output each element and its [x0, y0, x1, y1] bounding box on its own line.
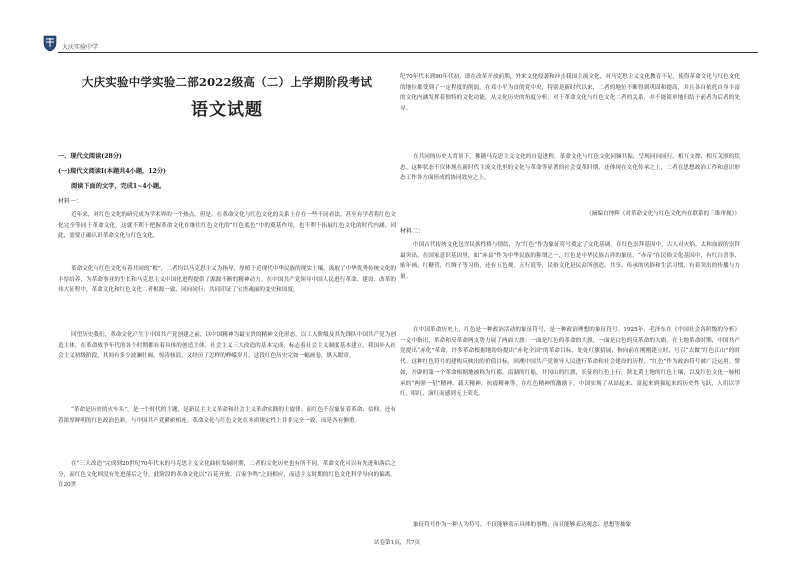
left-paragraph-2: 革命文化与红色文化有着共同的“根”，二者均以马克思主义为指导，厚植于近现代中华民族的现实土壤，汲取了中华优秀传统文化的丰厚给养，为革命事业的生长和马克思主义中国化进程提供了源源不断的精神动力。在中国共产党领导中国人民进行革命、建设、改革的伟大征程中，革命文化和红色文化二者根源一致、同向同行，共同印证了宝贵魂丽的变史和国度。: [58, 266, 396, 294]
left-paragraph-4: “革命是历史的火车头”，是一个时代的主题，是新民主主义革命和社会主义革命实践的主旋律；而红色不仅象征着革命、信仰，还有着浓厚鲜明的红色政治色彩，与中国共产党紧密相连。革命文化与红色文化在本质规定性上并非完全一致，而是各有侧重。: [58, 407, 396, 424]
page-footer: 试卷第1页，共7页: [373, 540, 421, 546]
material-1-label: 材料一：: [58, 198, 83, 205]
citation: （摘编自钟辉《对革命文化与红色文化内在联系的三维审视》）: [586, 211, 740, 217]
left-paragraph-3: 回望历史我们，革命文化产生于中国共产党创建之前，以中国精神为最宝贵的精神文化形态，以工人阶级及其先锋队中国共产党为创造主体，在革命战争年代的各个时期都有着具体的创造主体。社会主义三大改造的基本完成，标志着社会主义制度基本建立，我国步入社会主义初级阶段。其间有多少波澜壮阔、惊涛骇浪，又经历了怎样的峥嵘岁月，这段红色历史完如一幅画卷，纵入眼帘。: [58, 332, 396, 360]
left-paragraph-1: 近年来，对红色文化的研究成为学术界的一个热点。但是，在革命文化与红色文化的关系上存在一些不同看法，甚至有学者将红色文化完全等同于革命文化，这就不利于把握革命文化在继往红色文化的“红色底色”中的奠基作用，也不利于拓展红色文化的时代内涵。因此，需要正确认识革命文化与红色文化。: [58, 212, 396, 240]
right-paragraph-1: 纪70年代末到90年代初，即在改革开放前期，外来文化侵袭和冲击我国主流文化，对马克思主义文化教育不足，使得革命文化与红色文化的地位都受到了一定程度的削弱。在邓小平为首的党中央，特别是新时代以来，二者的地位不断得到巩固和提高，并且各自依托自身丰富的文化内涵发挥着独特的文化功能，从文化历史的角度分析，对于革命文化与红色文化二者的关系，并不能简单地归结于前者为后者的先导。: [400, 74, 740, 113]
right-paragraph-3: 中国古代传统文化包含民族性格与情结，为“红色”作为象征符号奠定了文化基调。在红色崇拜基因中，古人对火焰、太和血液的崇拜最突出。在国家意识基因里，如“赤县”作为中华民族的称谓之一，红色是中华民族吉祥的象征，“赤帝”在民俗文化基因中，有红白喜事、贴年画、红糖营、红绸子等习俗，还有五色观、五行说等，民俗文化是民众所创造、共享、传承的风俗和生活习惯，有着突出的传播与力量。: [400, 242, 740, 281]
instruction: 阅读下面的文字，完成1~4小题。: [71, 183, 166, 190]
right-paragraph-5: 象征符号作为一种人为符号，不仅能够表示具体的事物，而且能够表达观念、思想等抽象: [413, 522, 632, 528]
left-paragraph-5: 在“三大改造”完成到20世纪70年代末的马克思主义文化曲折发展时期，二者的文化历史也有所不同。革命文化可以有先进和落后之分，而红色文化则没有先进落后之分，此阶段的革命文化以“百花齐放、百家争鸣”之间相应，而适主义时期的红色文化科学导向的偏离。在20世: [58, 461, 396, 489]
material-2-label: 材料二：: [400, 228, 425, 235]
exam-subject: 语文试题: [191, 100, 263, 120]
school-name: 大庆实验中学: [62, 44, 99, 51]
right-paragraph-4: 在中国革命历史上，红色是一种政治活动的象征符号，是一种政治理想的象征符号。1925年，毛泽东在《中国社会各阶级的分析》一文中指出，革命和反革命两支势力展了两面大旗：一面是红色的革命的大旗，一面是白色的反革命的大旗。在土地革命时期，中国共产党提出“赤化”革命，许多革命根据地纷纷提出“赤化全国”的革命目标，处处红旗招展，指向前在刚刚建立时，号召“去做“红色江山”的时代。这种红色符号的建构反映出的价值目标，回溯中国共产党领导人民进行革命和社会建设的历程，“红色”作为政治符号被广泛运用。譬如，开辟的第一个革命根据地被称为红都，南湖的红船，井冈山的红旗，长征的红色上行，陕北黄土地的红色土壤，以及红色文化一脉相承的“两弹一星”精神、载天精神、抗震精神等。在红色精神的激励下，中国实现了从站起来、富起来到强起来的历史性飞跃，人们以学红、唱红、演红而感到无上荣光。: [400, 327, 740, 398]
exam-title: 大庆实验中学实验二部2022级高（二）上学期阶段考试: [81, 75, 373, 89]
section-heading: 一、现代文阅读(28分): [58, 153, 122, 160]
school-logo-icon: [42, 34, 58, 52]
header-rule: [58, 52, 758, 53]
subsection-heading: (一)现代文阅读Ⅰ(本题共4小题，12分): [58, 168, 166, 175]
right-paragraph-2: 在共同的历史大背景下，佛随马克思主义文化的自觉进程，革命文化与红色文化同频共振，呈现同向同行、相互支撑、相互关照的状态。这种状态不仅体现在新时代主流文化里的文化与革命等显著的社会变革时期，还体现在文化传承之上，二者在思想政治工作和意识形态工作各方面形成的协同效应之上。: [400, 154, 740, 182]
page-header: [40, 38, 756, 52]
